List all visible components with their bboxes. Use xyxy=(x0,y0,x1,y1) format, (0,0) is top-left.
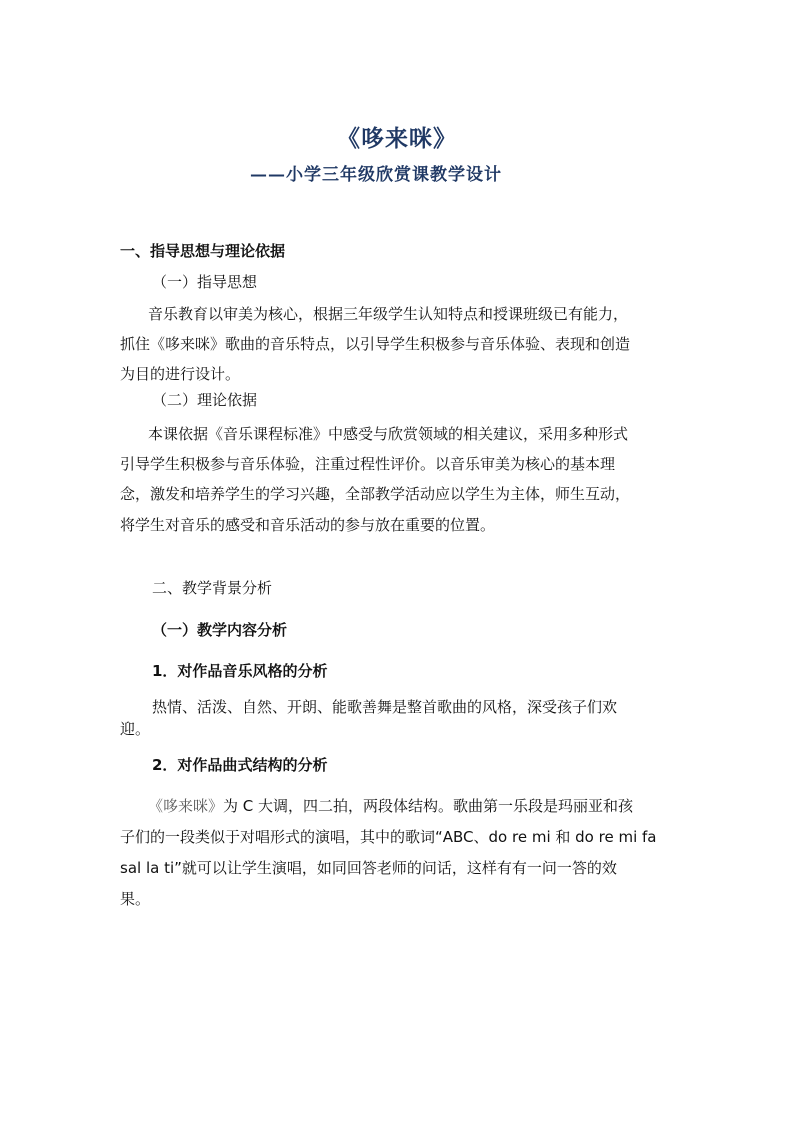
paragraph-line: 引导学生积极参与音乐体验，注重过程性评价。以音乐审美为核心的基本理 xyxy=(120,455,616,473)
paragraph-line: 为目的进行设计。 xyxy=(120,365,241,383)
section1-sub1-heading: （一）指导思想 xyxy=(152,273,258,291)
paragraph-line: 迎。 xyxy=(120,720,151,738)
section2-heading: 二、教学背景分析 xyxy=(152,579,273,597)
paragraph-line: sal la ti”就可以让学生演唱，如同回答老师的问话，这样有有一问一答的效 xyxy=(120,859,617,877)
item2-heading: 2．对作品曲式结构的分析 xyxy=(152,756,328,774)
item1-heading: 1．对作品音乐风格的分析 xyxy=(152,662,328,680)
paragraph-line: 音乐教育以审美为核心，根据三年级学生认知特点和授课班级已有能力， xyxy=(148,305,629,323)
paragraph-line: 子们的一段类似于对唱形式的演唱，其中的歌词“ABC、do re mi 和 do re mi fa xyxy=(120,828,657,846)
section2-sub1-heading: （一）教学内容分析 xyxy=(152,621,288,639)
section1-heading: 一、指导思想与理论依据 xyxy=(120,242,286,260)
paragraph-line xyxy=(148,796,633,816)
document-subtitle: ——小学三年级欣赏课教学设计 xyxy=(250,165,502,185)
song-title-quote: 《哆来咪》 xyxy=(148,797,224,815)
paragraph-line: 本课依据《音乐课程标准》中感受与欣赏领域的相关建议，采用多种形式 xyxy=(148,425,629,443)
section1-sub2-heading: （二）理论依据 xyxy=(152,391,258,409)
paragraph-line: 抓住《哆来咪》歌曲的音乐特点，以引导学生积极参与音乐体验、表现和创造 xyxy=(120,335,631,353)
paragraph-line: 念，激发和培养学生的学习兴趣，全部教学活动应以学生为主体，师生互动， xyxy=(120,485,631,503)
paragraph-text: 为 C 大调，四二拍，两段体结构。歌曲第一乐段是玛丽亚和孩 xyxy=(223,797,634,815)
paragraph-line: 热情、活泼、自然、开朗、能歌善舞是整首歌曲的风格，深受孩子们欢 xyxy=(152,698,618,716)
paragraph-line: 将学生对音乐的感受和音乐活动的参与放在重要的位置。 xyxy=(120,516,496,534)
paragraph-line: 果。 xyxy=(120,890,151,908)
document-title: 《哆来咪》 xyxy=(337,125,457,152)
